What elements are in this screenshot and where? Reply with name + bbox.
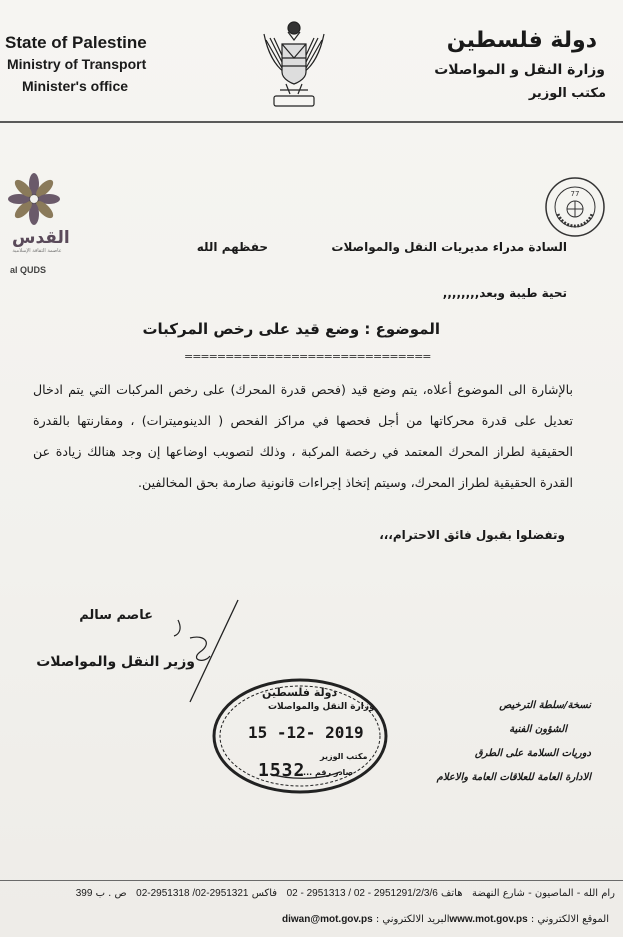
footer-email-address[interactable]: diwan@mot.gov.ps [282,914,373,925]
closing-line: وتفضلوا بقبول فائق الاحترام،،، [379,528,565,542]
footer-email [282,914,450,925]
footer-phone-label: هاتف [441,888,463,899]
signer-name: عاصم سالم [79,608,153,623]
header-divider [0,121,623,123]
stamp-date: 15 -12- 2019 [248,723,364,742]
footer-website-url[interactable]: www.mot.gov.ps [449,914,528,925]
al-quds-subtitle: عاصمة الثقافة الإسلامية [12,248,62,254]
footer-website [449,914,609,925]
al-quds-arabic-label: القدس [12,228,70,248]
al-quds-english-label: al QUDS [10,265,47,275]
palestine-eagle-emblem-icon [258,14,330,112]
footer-address: رام الله - الماصيون - شارع النهضة [472,888,615,899]
round-seal-icon [544,176,606,238]
stamp-outgoing-label: صادر رقم .... [300,768,354,777]
stamp-ministry: وزارة النقل والمواصلات [268,702,375,712]
stamp-state: دولة فلسطين [262,686,338,699]
copy-recipient: الادارة العامة للعلاقات العامة والاعلام [436,772,591,783]
footer-fax-label: فاكس [251,888,278,899]
subject-line: الموضوع : وضع قيد على رخص المركبات [142,320,440,338]
header-en-state: State of Palestine [5,33,147,52]
header-ar-ministry: وزارة النقل و المواصلات [434,62,605,78]
stamp-office: مكتب الوزير [320,752,368,761]
header-en-ministry: Ministry of Transport [7,56,147,72]
header-en-office: Minister's office [22,78,129,94]
footer-phones: 02 - 2951313 / 02 - 2951291/2/3/6 [286,888,438,899]
copy-recipient: الشؤون الفنية [509,724,567,735]
copy-recipient: دوريات السلامة على الطرق [474,748,591,759]
header-ar-state: دولة فلسطين [446,28,597,53]
seal-number: 77 [570,190,580,198]
addressee-honorific: حفظهم الله [196,240,268,254]
footer-divider [0,880,623,881]
footer-contact-line [76,888,615,899]
stamp-number: 1532 [258,760,306,781]
footer-pobox: 399 [75,888,93,899]
signer-title: وزير النقل والمواصلات [36,654,195,670]
footer-fax: 02-2951318 /02-2951321 [136,888,249,899]
copy-recipient: نسخة/سلطة الترخيص [499,700,591,711]
subject-underline: ============================== [184,350,431,363]
al-quds-flower-logo-icon [4,170,64,228]
header-ar-office: مكتب الوزير [528,86,606,101]
footer-website-label: الموقع الالكتروني : [530,914,609,925]
greeting: تحية طيبة وبعد,,,,,,,, [442,286,567,300]
footer-pobox-label: ص . ب [95,888,127,899]
addressee: السادة مدراء مديريات النقل والمواصلات [331,240,567,254]
letter-body: بالإشارة الى الموضوع أعلاه، يتم وضع قيد (فحص قدرة المحرك) على رخص المركبات التي يتم ادخال تعديل على قدرة محركاتها من أجل فحصها في مراكز الفحص ( الدينوميترات) ، ومقارنتها بالقدرة الحقيقية لطراز المحرك المعتمد في رخصة المركبة ، وذلك لتصويب اوضاعها إن وجد هنالك زيادة عن القدرة الحقيقية لطراز المحرك، وسيتم إتخاذ إجراءات قانونية صارمة بحق المخالفين. [33,382,573,490]
footer-email-label: البريد الالكتروني : [375,914,450,925]
